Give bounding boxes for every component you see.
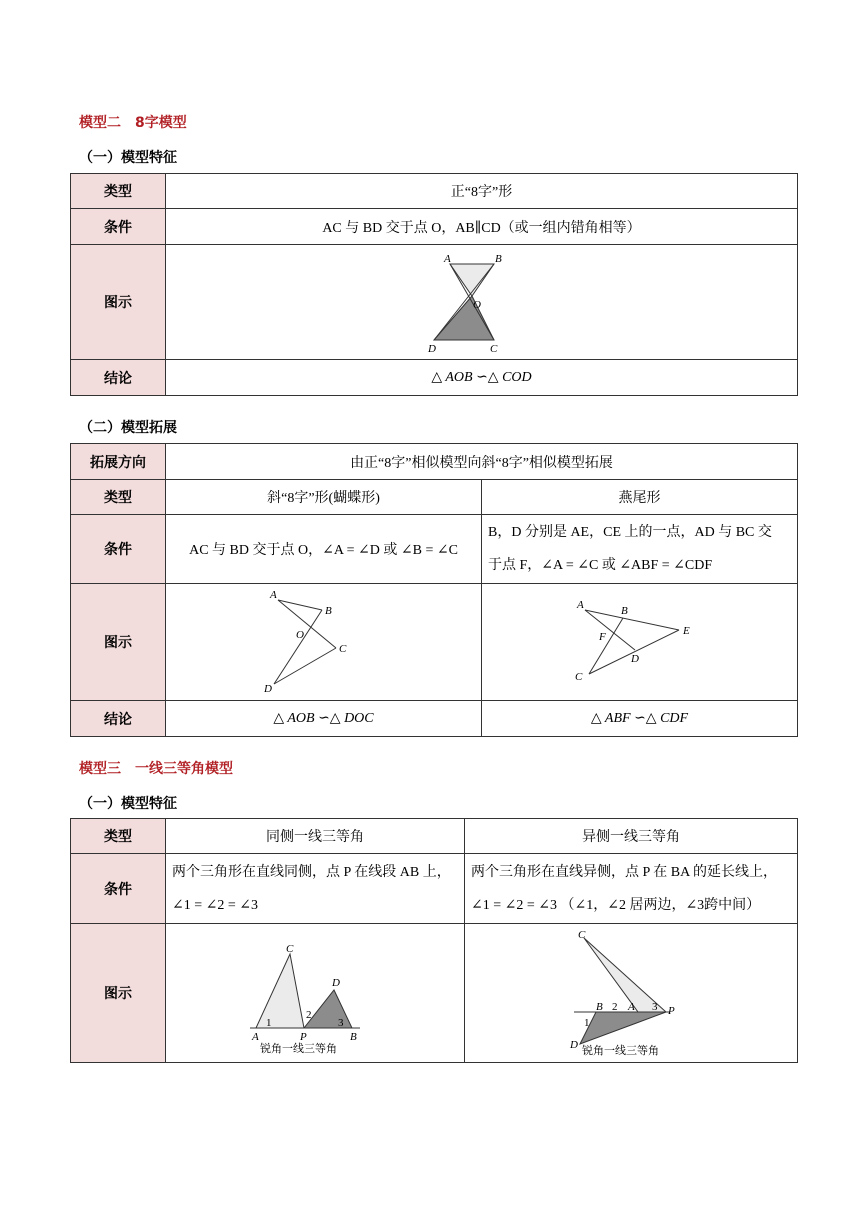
t1-type-value: 正“8字”形: [166, 174, 798, 209]
label-angle-1: 1: [266, 1017, 272, 1029]
fig-left-caption: 锐角一线三等角: [260, 1043, 337, 1055]
t1-conc-label: 结论: [71, 360, 166, 396]
t3-type-left: 同侧一线三等角: [166, 819, 465, 854]
label-b: B: [324, 605, 332, 617]
label-c: C: [489, 343, 497, 355]
label-c: C: [286, 943, 294, 955]
t2-conc-right: △ ABF ∽△ CDF: [482, 701, 798, 737]
t3-cond-right-line1: 两个三角形在直线异侧，点 P 在 BA 的延长线上，: [471, 864, 777, 880]
label-p: P: [668, 1005, 675, 1017]
label-b: B: [494, 253, 502, 265]
label-d: D: [630, 653, 639, 665]
label-angle-3: 3: [338, 1017, 344, 1029]
line-dc: [274, 648, 336, 684]
label-angle-3: 3: [652, 1001, 658, 1013]
t3-cond-right-line2: ∠1 = ∠2 = ∠3 （∠1，∠2 居两边，∠3跨中间）: [471, 897, 761, 913]
t2-type-right: 燕尾形: [482, 480, 798, 515]
label-d: D: [427, 343, 436, 355]
t2-fig-right-cell: [482, 584, 798, 701]
t2-type-label: 类型: [71, 480, 166, 515]
label-b: B: [620, 605, 628, 617]
t3-cond-left-line2: ∠1 = ∠2 = ∠3: [172, 897, 258, 913]
triangle-dbp: [580, 1012, 666, 1044]
label-b: B: [596, 1001, 603, 1013]
t3-type-label: 类型: [71, 819, 166, 854]
line-bd: [274, 610, 322, 684]
label-a: A: [252, 1031, 259, 1043]
label-f: F: [598, 631, 606, 643]
t2-cond-label: 条件: [71, 515, 166, 584]
label-angle-2: 2: [306, 1009, 312, 1021]
t3-fig-right-cell: [465, 924, 798, 1063]
table-8-model-extend: [70, 443, 798, 737]
t1-type-label: 类型: [71, 174, 166, 209]
t2-cond-left: AC 与 BD 交于点 O，∠A = ∠D 或 ∠B = ∠C: [166, 515, 482, 584]
t2-cond-right: [482, 515, 798, 584]
t2-fig-label: 图示: [71, 584, 166, 701]
fig-right-caption: 锐角一线三等角: [582, 1045, 659, 1056]
t2-cond-right-line2: 于点 F，∠A = ∠C 或 ∠ABF = ∠CDF: [488, 558, 713, 573]
label-d: D: [570, 1039, 578, 1051]
section2-heading: 模型二 8字模型: [79, 115, 187, 131]
t3-type-right: 异侧一线三等角: [465, 819, 798, 854]
butterfly-figure: [264, 586, 384, 698]
t2-fig-left-cell: [166, 584, 482, 701]
line-ae: [585, 610, 679, 630]
label-angle-2: 2: [612, 1001, 618, 1013]
t3-cond-label: 条件: [71, 854, 166, 924]
label-c: C: [574, 671, 582, 683]
label-o: O: [295, 629, 304, 641]
label-c: C: [578, 930, 586, 941]
label-d: D: [263, 683, 272, 695]
t3-fig-label: 图示: [71, 924, 166, 1063]
label-b: B: [350, 1031, 357, 1043]
label-p: P: [300, 1031, 307, 1043]
t2-cond-right-line1: B，D 分别是 AE，CE 上的一点，AD 与 BC 交: [488, 525, 772, 540]
t3-cond-left-line1: 两个三角形在直线同侧，点 P 在线段 AB 上，: [172, 864, 451, 880]
opposite-side-figure: [566, 930, 696, 1056]
t1-cond-value: AC 与 BD 交于点 O，AB∥CD（或一组内错角相等）: [166, 209, 798, 245]
t2-dir-label: 拓展方向: [71, 444, 166, 480]
t1-cond-label: 条件: [71, 209, 166, 245]
t1-fig-cell: [166, 245, 798, 360]
section2-sub1: （一）模型特征: [79, 150, 177, 166]
swallowtail-figure: [575, 586, 705, 698]
t2-conc-label: 结论: [71, 701, 166, 737]
t3-fig-left-cell: [166, 924, 465, 1063]
same-side-figure: [250, 930, 380, 1056]
label-e: E: [682, 625, 690, 637]
label-a: A: [576, 599, 584, 611]
table-8-model-feature: [70, 173, 798, 396]
label-a: A: [443, 253, 451, 265]
section3-heading: 模型三 一线三等角模型: [79, 761, 233, 777]
label-d: D: [332, 977, 340, 989]
section3-sub1: （一）模型特征: [79, 796, 177, 812]
triangle-acp: [256, 954, 304, 1028]
label-c: C: [338, 643, 346, 655]
t3-cond-left: [166, 854, 465, 924]
t1-conc-value: △ AOB ∽△ COD: [166, 360, 798, 396]
label-angle-1: 1: [584, 1017, 590, 1029]
section2-sub2: （二）模型拓展: [79, 420, 177, 436]
figure-8-shape: [422, 246, 542, 358]
label-a: A: [628, 1001, 635, 1013]
t2-dir-value: 由正“8字”相似模型向斜“8字”相似模型拓展: [166, 444, 798, 480]
t3-cond-right: [465, 854, 798, 924]
t2-conc-left: △ AOB ∽△ DOC: [166, 701, 482, 737]
label-a: A: [269, 589, 277, 601]
label-o: O: [472, 299, 481, 311]
t2-type-left: 斜“8字”形(蝴蝶形): [166, 480, 482, 515]
t1-fig-label: 图示: [71, 245, 166, 360]
table-three-equal-angles: [70, 818, 798, 1063]
